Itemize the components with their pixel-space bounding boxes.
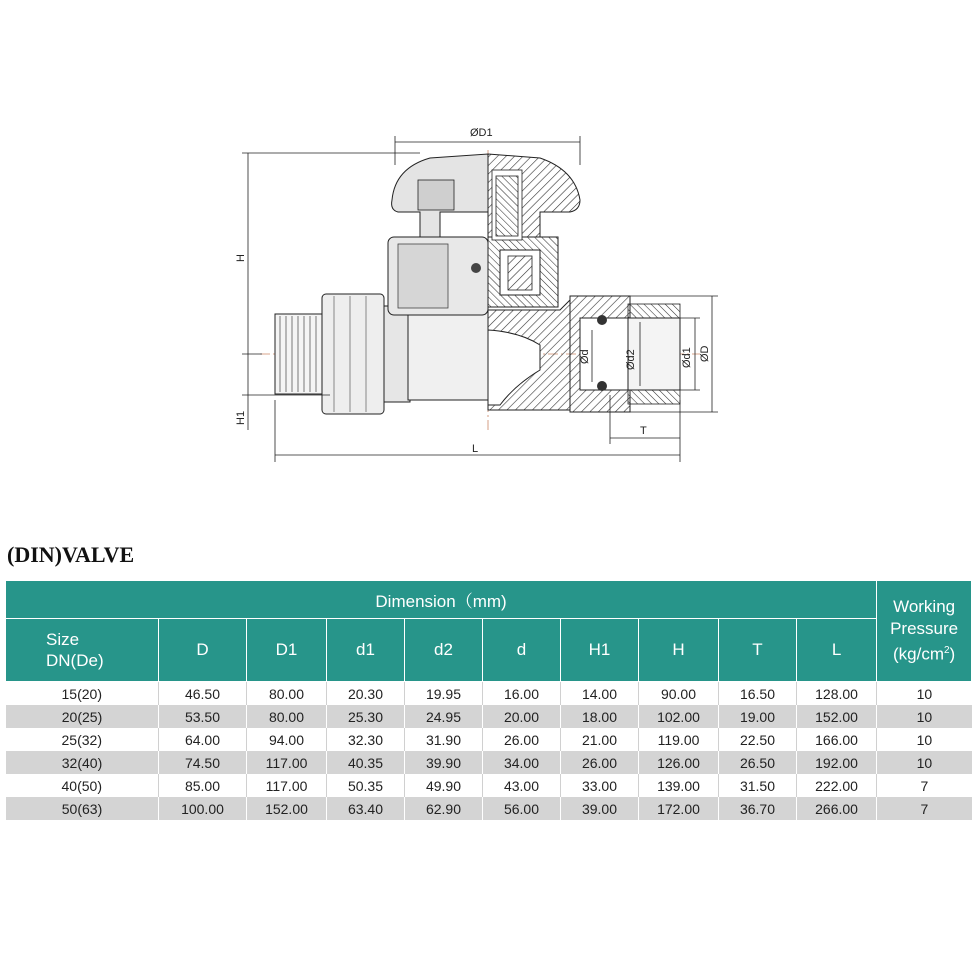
label-d2: Ød2	[625, 349, 637, 370]
column-header: d2	[405, 619, 483, 682]
value-cell: 40.35	[327, 751, 405, 774]
label-D: ØD	[699, 345, 711, 362]
size-cell: 40(50)	[6, 774, 159, 797]
value-cell: 152.00	[247, 797, 327, 820]
wp-line3: (kg/cm	[892, 644, 944, 664]
column-header: D1	[247, 619, 327, 682]
value-cell: 26.00	[561, 751, 639, 774]
label-H: H	[235, 254, 247, 262]
value-cell: 39.00	[561, 797, 639, 820]
value-cell: 222.00	[797, 774, 877, 797]
value-cell: 100.00	[159, 797, 247, 820]
value-cell: 119.00	[639, 728, 719, 751]
value-cell: 26.00	[483, 728, 561, 751]
value-cell: 266.00	[797, 797, 877, 820]
column-header: d	[483, 619, 561, 682]
table-row	[6, 774, 972, 797]
value-cell: 19.00	[719, 705, 797, 728]
value-cell: 16.00	[483, 682, 561, 706]
dimension-table	[5, 580, 972, 820]
pressure-cell: 7	[877, 797, 972, 820]
value-cell: 33.00	[561, 774, 639, 797]
value-cell: 31.90	[405, 728, 483, 751]
value-cell: 94.00	[247, 728, 327, 751]
valve-body	[388, 237, 570, 410]
value-cell: 139.00	[639, 774, 719, 797]
value-cell: 166.00	[797, 728, 877, 751]
value-cell: 32.30	[327, 728, 405, 751]
pressure-cell: 10	[877, 751, 972, 774]
pressure-cell: 10	[877, 705, 972, 728]
size-cell: 32(40)	[6, 751, 159, 774]
table-row	[6, 705, 972, 728]
value-cell: 90.00	[639, 682, 719, 706]
size-cell: 20(25)	[6, 705, 159, 728]
value-cell: 39.90	[405, 751, 483, 774]
valve-handle	[392, 154, 580, 240]
value-cell: 128.00	[797, 682, 877, 706]
label-H1: H1	[235, 410, 247, 425]
column-header: H	[639, 619, 719, 682]
table-row	[6, 728, 972, 751]
column-header: d1	[327, 619, 405, 682]
pressure-cell: 10	[877, 682, 972, 706]
size-cell: 25(32)	[6, 728, 159, 751]
label-d: Ød	[579, 349, 591, 364]
value-cell: 22.50	[719, 728, 797, 751]
size-header: Size DN(De)	[6, 619, 159, 682]
value-cell: 152.00	[797, 705, 877, 728]
value-cell: 192.00	[797, 751, 877, 774]
value-cell: 25.30	[327, 705, 405, 728]
value-cell: 19.95	[405, 682, 483, 706]
size-cell: 50(63)	[6, 797, 159, 820]
label-L: L	[472, 443, 479, 455]
size-cell: 15(20)	[6, 682, 159, 706]
value-cell: 63.40	[327, 797, 405, 820]
value-cell: 49.90	[405, 774, 483, 797]
column-header: D	[159, 619, 247, 682]
table-row	[6, 682, 972, 706]
value-cell: 46.50	[159, 682, 247, 706]
wp-line2: Pressure	[890, 619, 959, 639]
label-D1: ØD1	[470, 127, 493, 139]
value-cell: 74.50	[159, 751, 247, 774]
value-cell: 18.00	[561, 705, 639, 728]
value-cell: 36.70	[719, 797, 797, 820]
table-row	[6, 751, 972, 774]
value-cell: 80.00	[247, 705, 327, 728]
value-cell: 50.35	[327, 774, 405, 797]
value-cell: 62.90	[405, 797, 483, 820]
value-cell: 14.00	[561, 682, 639, 706]
value-cell: 26.50	[719, 751, 797, 774]
column-header: H1	[561, 619, 639, 682]
value-cell: 53.50	[159, 705, 247, 728]
value-cell: 43.00	[483, 774, 561, 797]
value-cell: 117.00	[247, 774, 327, 797]
dimension-group-header: Dimension（mm)	[6, 581, 877, 619]
wp-close: )	[949, 644, 956, 664]
label-d1: Ød1	[681, 347, 693, 368]
value-cell: 34.00	[483, 751, 561, 774]
value-cell: 80.00	[247, 682, 327, 706]
value-cell: 126.00	[639, 751, 719, 774]
column-header: T	[719, 619, 797, 682]
value-cell: 172.00	[639, 797, 719, 820]
value-cell: 16.50	[719, 682, 797, 706]
table-row	[6, 797, 972, 820]
pressure-cell: 10	[877, 728, 972, 751]
value-cell: 20.30	[327, 682, 405, 706]
value-cell: 31.50	[719, 774, 797, 797]
working-pressure-header	[877, 581, 972, 682]
value-cell: 64.00	[159, 728, 247, 751]
wp-sup: 2	[943, 645, 950, 657]
column-header: L	[797, 619, 877, 682]
label-T: T	[640, 425, 647, 437]
value-cell: 56.00	[483, 797, 561, 820]
value-cell: 102.00	[639, 705, 719, 728]
value-cell: 24.95	[405, 705, 483, 728]
pressure-cell: 7	[877, 774, 972, 797]
wp-line1: Working	[893, 597, 956, 617]
value-cell: 20.00	[483, 705, 561, 728]
value-cell: 85.00	[159, 774, 247, 797]
value-cell: 21.00	[561, 728, 639, 751]
value-cell: 117.00	[247, 751, 327, 774]
page-title: (DIN)VALVE	[7, 542, 135, 567]
